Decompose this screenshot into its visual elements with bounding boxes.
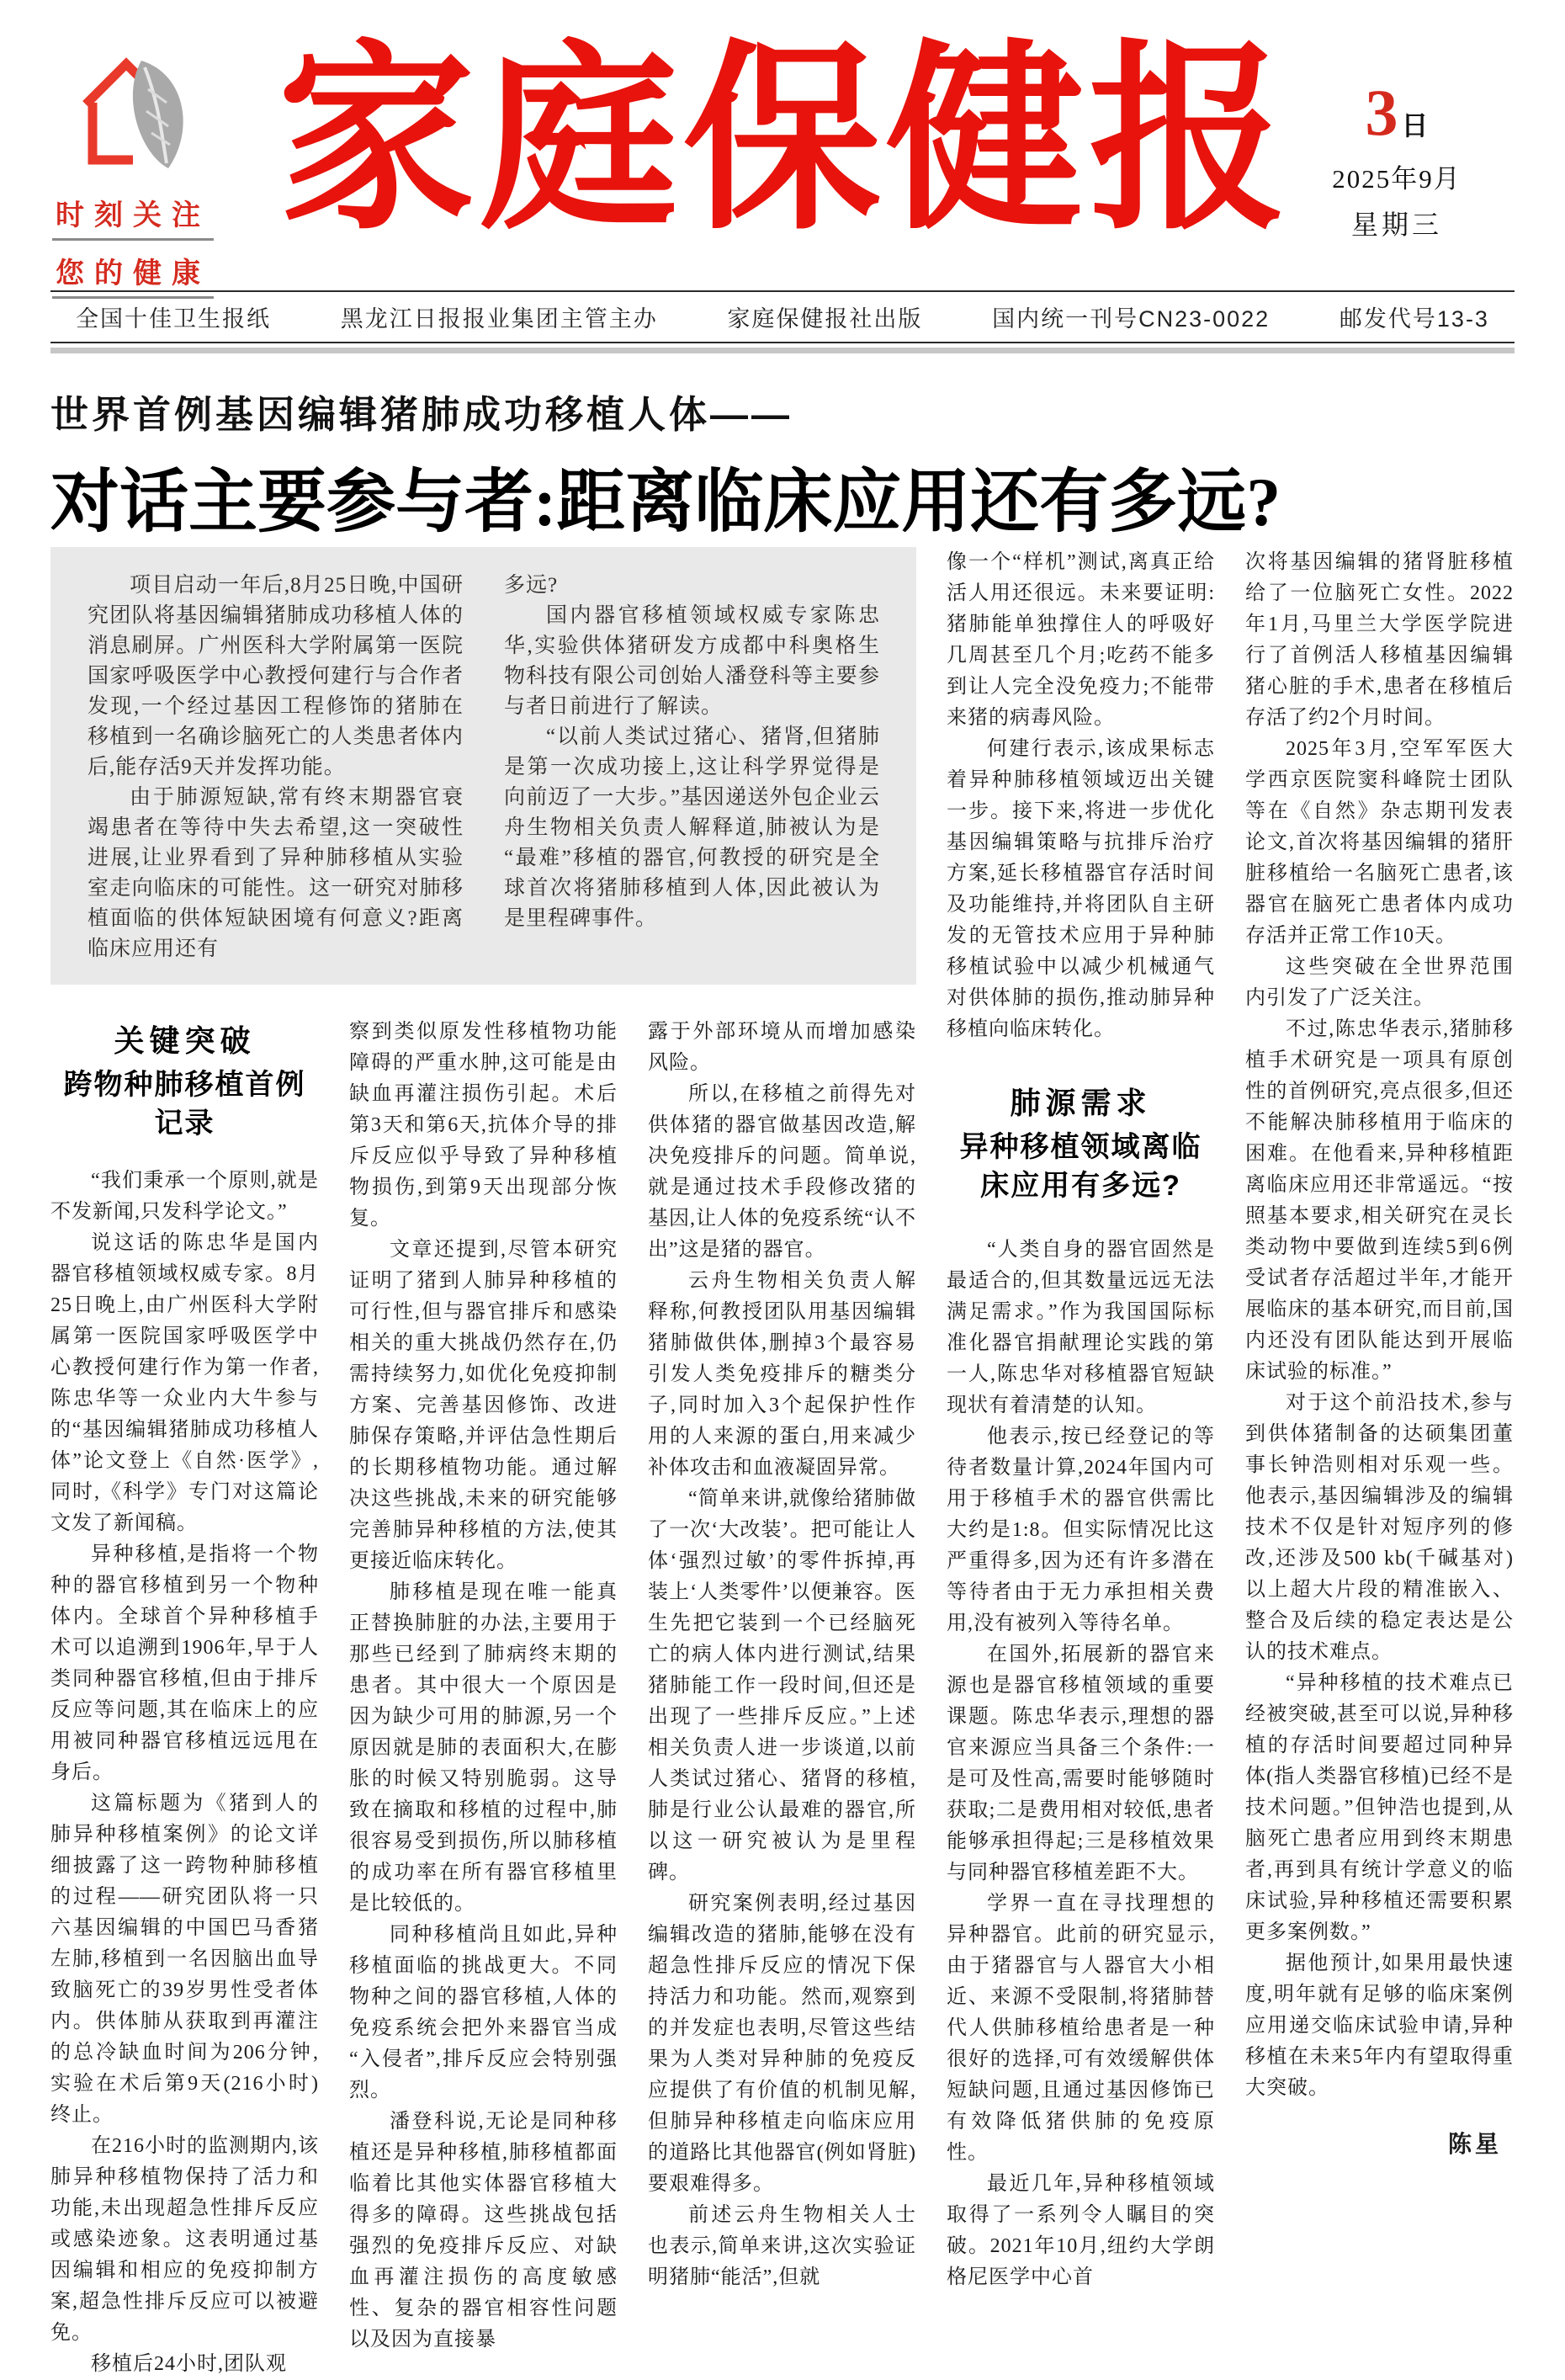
paragraph: 由于肺源短缺,常有终末期器官衰竭患者在等待中失去希望,这一突破性进展,让业界看到了异种肺移植从实验室走向临床的可能性。这一研究对肺移植面临的供体短缺困境有何意义?距离临床应用还有 bbox=[88, 786, 464, 960]
section2-title-line1: 肺源需求 bbox=[1010, 1086, 1152, 1120]
section2-title-line2: 异种移植领域离临床应用有多远? bbox=[959, 1130, 1202, 1202]
paragraph: 次将基因编辑的猪肾脏移植给了一位脑死亡女性。2022年1月,马里兰大学医学院进行了首例活人移植基因编辑猪心脏的手术,患者在移植后存活了约2个月时间。 bbox=[1245, 551, 1514, 729]
paragraph: 肺移植是现在唯一能真正替换肺脏的办法,主要用于那些已经到了肺病终末期的患者。其中很大一个原因是因为缺少可用的肺源,另一个原因就是肺的表面积大,在膨胀的时候又特别脆弱。这导致在摘取和移植的过程中,肺很容易受到损伤,所以肺移植的成功率在所有器官移植里是比较低的。 bbox=[349, 1581, 618, 1915]
paragraph: 同种移植尚且如此,异种移植面临的挑战更大。不同物种之间的器官移植,人体的免疫系统会把外来器官当成“入侵者”,排斥反应会特别强烈。 bbox=[349, 1924, 618, 2101]
date-weekday: 星期三 bbox=[1350, 210, 1442, 240]
paragraph: 露于外部环境从而增加感染风险。 bbox=[648, 1021, 916, 1074]
column-2-text bbox=[349, 1017, 618, 2356]
paragraph: 移植后24小时,团队观 bbox=[91, 2352, 287, 2375]
paragraph: 像一个“样机”测试,离真正给活人用还很远。未来要证明:猪肺能单独撑住人的呼吸好几周甚至几个月;吃药不能多到让人完全没免疫力;不能带来猪的病毒风险。 bbox=[947, 551, 1215, 729]
slogan-line-2: 您的健康 bbox=[52, 259, 214, 299]
paragraph: 不过,陈忠华表示,猪肺移植手术研究是一项具有原创性的首例研究,亮点很多,但还不能解决肺移植用于临床的困难。在他看来,异种移植距离临床应用还非常遥远。“按照基本要求,相关研究在灵长类动物中要做到连续5到6例受试者存活超过半年,才能开展临床的基本研究,而目前,国内还没有团队能达到开展临床试验的标准。” bbox=[1245, 1018, 1514, 1383]
column-2 bbox=[349, 1017, 618, 2380]
paragraph: 项目启动一年后,8月25日晚,中国研究团队将基因编辑猪肺成功移植人体的消息刷屏。广州医科大学附属第一医院国家呼吸医学中心教授何建行与合作者发现,一个经过基因工程修饰的猪肺在移植到一名确诊脑死亡的人类患者体内后,能存活9天并发挥功能。 bbox=[88, 574, 464, 778]
paragraph: 所以,在移植之前得先对供体猪的器官做基因改造,解决免疫排斥的问题。简单说,就是通过技术手段修改猪的基因,让人体的免疫系统“认不出”这是猪的器官。 bbox=[648, 1083, 916, 1261]
paragraph: 何建行表示,该成果标志着异种肺移植领域迈出关键一步。接下来,将进一步优化基因编辑策略与抗排斥治疗方案,延长移植器官存活时间及功能维持,并将团队自主研发的无管技术应用于异种肺移植试验中以减少机械通气对供体肺的损伤,推动肺异种移植向临床转化。 bbox=[947, 738, 1215, 1040]
paragraph: “我们秉承一个原则,就是不发新闻,只发科学论文。” bbox=[50, 1169, 319, 1223]
paragraph: 在国外,拓展新的器官来源也是器官移植领域的重要课题。陈忠华表示,理想的器官来源应当具备三个条件:一是可及性高,需要时能够随时获取;二是费用相对较低,患者能够承担得起;三是移植效果与同种器官移植差距不大。 bbox=[947, 1643, 1215, 1883]
paragraph: “以前人类试过猪心、猪肾,但猪肺是第一次成功接上,这让科学界觉得是向前迈了一大步。”基因递送外包企业云舟生物相关负责人解释道,肺被认为是“最难”移植的器官,何教授的研究是全球首次将猪肺移植到人体,因此被认为是里程碑事件。 bbox=[504, 725, 880, 930]
paragraph: 这篇标题为《猪到人的肺异种移植案例》的论文详细披露了这一跨物种肺移植的过程——研究团队将一只六基因编辑的中国巴马香猪左肺,移植到一名因脑出血导致脑死亡的39岁男性受者体内。供体肺从获取到再灌注的总冷缺血时间为206分钟,实验在术后第9天(216小时)终止。 bbox=[50, 1792, 319, 2126]
column-1-text bbox=[50, 1166, 319, 2380]
info-bar-rule bbox=[50, 348, 1515, 353]
leaf-icon bbox=[133, 61, 183, 168]
section1-title-line2: 跨物种肺移植首例记录 bbox=[63, 1068, 306, 1140]
info-item-post-code: 邮发代号13-3 bbox=[1339, 306, 1489, 332]
paragraph: “异种移植的技术难点已经被突破,甚至可以说,异种移植的存活时间要超过同种异体(指人类器官移植)已经不是技术问题。”但钟浩也提到,从脑死亡患者应用到终末期患者,再到具有统计学意义的临床试验,异种移植还需要积累更多案例数。” bbox=[1245, 1672, 1514, 1943]
paragraph: 潘登科说,无论是同种移植还是异种移植,肺移植都面临着比其他实体器官移植大得多的障碍。这些挑战包括强烈的免疫排斥反应、对缺血再灌注损伤的高度敏感性、复杂的器官相容性问题以及因为直接暴 bbox=[349, 2111, 618, 2351]
intro-column-a bbox=[88, 571, 464, 964]
paragraph: 据他预计,如果用最快速度,明年就有足够的临床案例应用递交临床试验申请,异种移植在未来5年内有望取得重大突破。 bbox=[1245, 1952, 1514, 2099]
paragraph: 察到类似原发性移植物功能障碍的严重水肿,这可能是由缺血再灌注损伤引起。术后第3天和第6天,抗体介导的排斥反应似乎导致了异种移植物损伤,到第9天出现部分恢复。 bbox=[349, 1021, 618, 1230]
paragraph: 对于这个前沿技术,参与到供体猪制备的达硕集团董事长钟浩则相对乐观一些。他表示,基因编辑涉及的编辑技术不仅是针对短序列的修改,还涉及500 kb(千碱基对)以上超大片段的精准嵌入、整合及后续的稳定表达是公认的技术难点。 bbox=[1245, 1392, 1514, 1663]
info-item-publisher: 家庭保健报社出版 bbox=[727, 306, 923, 332]
column-5-text bbox=[1245, 547, 1514, 2104]
paragraph: “简单来讲,就像给猪肺做了一次‘大改装’。把可能让人体‘强烈过敏’的零件拆掉,再装上‘人类零件’以便兼容。医生先把它装到一个已经脑死亡的病人体内进行测试,结果猪肺能工作一段时间,但还是出现了一些排斥反应。”上述相关负责人进一步谈道,以前人类试过猪心、猪肾的移植,肺是行业公认最难的器官,所以这一研究被认为是里程碑。 bbox=[648, 1488, 916, 1883]
column-4-bottom-text bbox=[947, 1235, 1215, 2293]
date-day-suffix: 日 bbox=[1401, 110, 1429, 141]
paragraph: 2025年3月,空军军医大学西京医院窦科峰院士团队等在《自然》杂志期刊发表论文,首次将基因编辑的猪肝脏移植给一名脑死亡患者,该器官在脑死亡患者体内成功存活并正常工作10天。 bbox=[1245, 738, 1514, 947]
section-header-lung-demand bbox=[947, 1084, 1215, 1206]
paragraph: 国内器官移植领域权威专家陈忠华,实验供体猪研发方成都中科奥格生物科技有限公司创始人潘登科等主要参与者日前进行了解读。 bbox=[504, 604, 880, 718]
paragraph: 多远? bbox=[504, 574, 559, 597]
column-4 bbox=[947, 547, 1215, 2334]
section-header-breakthrough bbox=[50, 1022, 319, 1144]
intro-box bbox=[50, 547, 916, 985]
masthead-slogan bbox=[52, 183, 305, 299]
paragraph: 云舟生物相关负责人解释称,何教授团队用基因编辑猪肺做供体,删掉3个最容易引发人类免疫排斥的糖类分子,同时加入3个起保护性作用的人来源的蛋白,用来减少补体攻击和血液凝固异常。 bbox=[648, 1270, 916, 1479]
paragraph: 文章还提到,尽管本研究证明了猪到人肺异种移植的可行性,但与器官排斥和感染相关的重大挑战仍然存在,仍需持续努力,如优化免疫抑制方案、完善基因修饰、改进肺保存策略,并评估急性期后的长期移植物功能。通过解决这些挑战,未来的研究能够完善肺异种移植的方法,使其更接近临床转化。 bbox=[349, 1239, 618, 1572]
house-leaf-icon bbox=[67, 52, 227, 178]
date-month-year: 2025年9月 bbox=[1332, 164, 1462, 194]
paragraph: 最近几年,异种移植领域取得了一系列令人瞩目的突破。2021年10月,纽约大学朗格尼医学中心首 bbox=[947, 2172, 1215, 2288]
paragraph: 研究案例表明,经过基因编辑改造的猪肺,能够在没有超急性排斥反应的情况下保持活力和功能。然而,观察到的并发症也表明,尽管这些结果为人类对异种肺的免疫反应提供了有价值的机制见解,但肺异种移植走向临床应用的道路比其他器官(例如肾脏)要艰难得多。 bbox=[648, 1893, 916, 2195]
column-4-top-text bbox=[947, 547, 1215, 1045]
paragraph: 学界一直在寻找理想的异种器官。此前的研究显示,由于猪器官与人器官大小相近、来源不受限制,将猪肺替代人供肺移植给患者是一种很好的选择,可有效缓解供体短缺问题,且通过基因修饰已有效降低猪供肺的免疫原性。 bbox=[947, 1892, 1215, 2164]
slogan-line-1: 时刻关注 bbox=[52, 201, 214, 241]
column-3 bbox=[648, 1017, 916, 2380]
info-item-award: 全国十佳卫生报纸 bbox=[76, 306, 271, 332]
paragraph: 说这话的陈忠华是国内器官移植领域权威专家。8月25日晚上,由广州医科大学附属第一医院国家呼吸医学中心教授何建行作为第一作者,陈忠华等一众业内大牛参与的“基因编辑猪肺成功移植人体”论文登上《自然·医学》,同时,《科学》专门对这篇论文发了新闻稿。 bbox=[50, 1231, 319, 1534]
paragraph: 前述云舟生物相关人士也表示,简单来讲,这次实验证明猪肺“能活”,但就 bbox=[648, 2204, 916, 2288]
author-byline: 陈星 bbox=[1447, 2131, 1502, 2157]
column-1 bbox=[50, 1017, 319, 2380]
column-5 bbox=[1245, 547, 1514, 2334]
info-item-sponsor: 黑龙江日报报业集团主管主办 bbox=[340, 306, 658, 332]
masthead-logo bbox=[52, 52, 305, 299]
left-columns bbox=[50, 1017, 916, 2380]
main-headline: 对话主要参与者:距离临床应用还有多远? bbox=[50, 464, 1281, 540]
article-body bbox=[50, 547, 1515, 2375]
paragraph: 异种移植,是指将一个物种的器官移植到另一个物种体内。全球首个异种移植手术可以追溯到1906年,早于人类同种器官移植,但由于排斥反应等问题,其在临床上的应用被同种器官移植远远甩在身后。 bbox=[50, 1543, 319, 1783]
column-3-text bbox=[648, 1017, 916, 2293]
paper-title: 家庭保健报 bbox=[278, 29, 1292, 253]
paragraph: 这些突破在全世界范围内引发了广泛关注。 bbox=[1245, 956, 1514, 1009]
date-day: 3 bbox=[1365, 76, 1398, 149]
paragraph: 他表示,按已经登记的等待者数量计算,2024年国内可用于移植手术的器官供需比大约是1:8。但实际情况比这严重得多,因为还有许多潜在等待者由于无力承担相关费用,没有被列入等待名单。 bbox=[947, 1425, 1215, 1634]
left-region bbox=[50, 547, 916, 2375]
paragraph: 在216小时的监测期内,该肺异种移植物保持了活力和功能,未出现超急性排斥反应或感染迹象。这表明通过基因编辑和相应的免疫抑制方案,超急性排斥反应可以被避免。 bbox=[50, 2134, 319, 2344]
paragraph: “人类自身的器官固然是最适合的,但其数量远远无法满足需求。”作为我国国际标准化器官捐献理论实践的第一人,陈忠华对移植器官短缺现状有着清楚的认知。 bbox=[947, 1238, 1215, 1416]
kicker: 世界首例基因编辑猪肺成功移植人体—— bbox=[50, 393, 793, 436]
date-day-row bbox=[1287, 76, 1506, 149]
date-block bbox=[1287, 76, 1506, 242]
section1-title-line1: 关键突破 bbox=[114, 1023, 256, 1058]
intro-column-b bbox=[504, 571, 880, 964]
masthead bbox=[0, 0, 1565, 290]
info-item-issn: 国内统一刊号CN23-0022 bbox=[992, 306, 1271, 332]
